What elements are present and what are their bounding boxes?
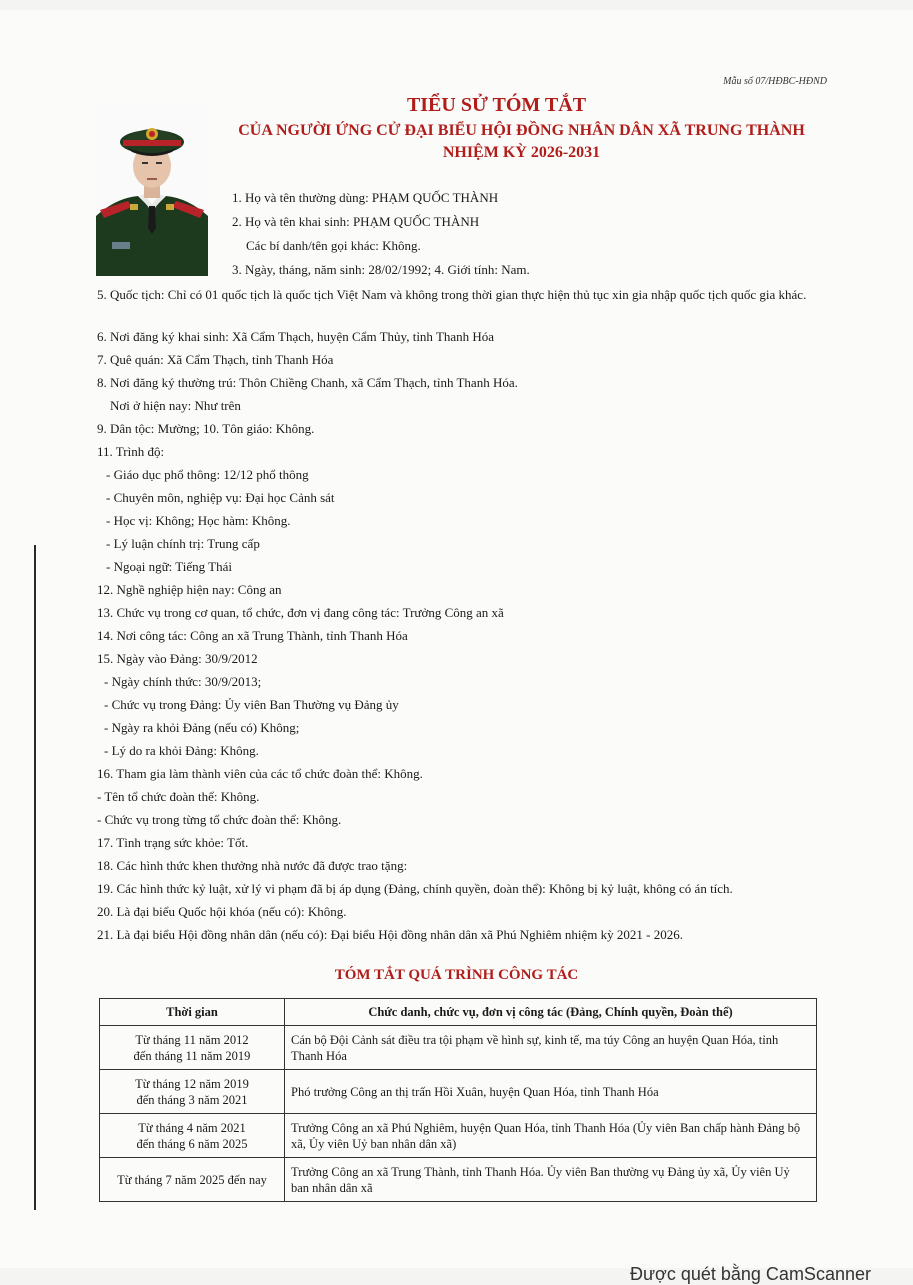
line-party-join: 15. Ngày vào Đảng: 30/9/2012 xyxy=(97,651,258,666)
line-birth-registration: 6. Nơi đăng ký khai sinh: Xã Cẩm Thạch, huyện Cẩm Thủy, tỉnh Thanh Hóa xyxy=(97,329,495,344)
form-number: Mẫu số 07/HĐBC-HĐND xyxy=(723,76,827,87)
work-history-table xyxy=(99,998,817,1202)
line-ethnicity-religion: 9. Dân tộc: Mường; 10. Tôn giáo: Không. xyxy=(97,421,315,436)
line-position: 13. Chức vụ trong cơ quan, tổ chức, đơn vị đang công tác: Trưởng Công an xã xyxy=(97,605,504,620)
row-desc: Phó trưởng Công an thị trấn Hồi Xuân, huyện Quan Hóa, tỉnh Thanh Hóa xyxy=(285,1070,817,1114)
document-term: NHIỆM KỲ 2026-2031 xyxy=(442,144,601,161)
line-aliases: Các bí danh/tên gọi khác: Không. xyxy=(246,238,421,253)
line-degree: - Học vị: Không; Học hàm: Không. xyxy=(106,513,291,528)
row-time: Từ tháng 7 năm 2025 đến nay xyxy=(100,1158,285,1202)
line-peoples-council: 21. Là đại biểu Hội đồng nhân dân (nếu có): Đại biểu Hội đồng nhân dân xã Phú Nghiêm nhiệm kỳ 2021 - 2026. xyxy=(97,927,683,942)
line-party-official: - Ngày chính thức: 30/9/2013; xyxy=(104,674,262,689)
line-organization-name: - Tên tổ chức đoàn thể: Không. xyxy=(97,789,260,804)
line-permanent-residence: 8. Nơi đăng ký thường trú: Thôn Chiềng Chanh, xã Cẩm Thạch, tỉnh Thanh Hóa. xyxy=(97,375,518,390)
line-nationality: 5. Quốc tịch: Chỉ có 01 quốc tịch là quốc tịch Việt Nam và không trong thời gian thực hiện thủ tục xin gia nhập quốc tịch quốc gia khác. xyxy=(97,287,807,302)
line-discipline: 19. Các hình thức kỷ luật, xử lý vi phạm đã bị áp dụng (Đảng, chính quyền, đoàn thể): Không bị kỷ luật, không có án tích. xyxy=(97,881,733,896)
line-organization-position: - Chức vụ trong từng tổ chức đoàn thể: Không. xyxy=(97,812,342,827)
line-party-position: - Chức vụ trong Đảng: Ủy viên Ban Thường vụ Đảng ủy xyxy=(104,697,399,712)
row-desc: Trưởng Công an xã Phú Nghiêm, huyện Quan Hóa, tỉnh Thanh Hóa (Ủy viên Ban chấp hành Đảng bộ xã, Ủy viên Uỷ ban nhân dân xã) xyxy=(285,1114,817,1158)
line-workplace: 14. Nơi công tác: Công an xã Trung Thành, tỉnh Thanh Hóa xyxy=(97,628,408,643)
scanner-watermark: Được quét bằng CamScanner xyxy=(630,1264,871,1284)
document-title: TIỂU SỬ TÓM TẮT xyxy=(406,94,587,116)
line-national-assembly: 20. Là đại biểu Quốc hội khóa (nếu có): Không. xyxy=(97,904,347,919)
table-row xyxy=(100,1158,817,1202)
line-birthdate-gender: 3. Ngày, tháng, năm sinh: 28/02/1992; 4. Giới tính: Nam. xyxy=(232,262,530,277)
row-time: Từ tháng 12 năm 2019 đến tháng 3 năm 2021 xyxy=(100,1070,285,1114)
line-full-name: 1. Họ và tên thường dùng: PHẠM QUỐC THÀNH xyxy=(232,190,499,205)
line-party-leave-date: - Ngày ra khỏi Đảng (nếu có) Không; xyxy=(104,720,300,735)
table-header-row xyxy=(100,999,817,1026)
table-row xyxy=(100,1070,817,1114)
header-time: Thời gian xyxy=(100,999,285,1026)
line-awards: 18. Các hình thức khen thưởng nhà nước đã được trao tặng: xyxy=(97,858,408,873)
line-current-residence: Nơi ở hiện nay: Như trên xyxy=(110,398,241,413)
line-education-heading: 11. Trình độ: xyxy=(97,444,165,459)
line-occupation: 12. Nghề nghiệp hiện nay: Công an xyxy=(97,582,282,597)
row-time: Từ tháng 4 năm 2021 đến tháng 6 năm 2025 xyxy=(100,1114,285,1158)
line-party-leave-reason: - Lý do ra khỏi Đảng: Không. xyxy=(104,743,259,758)
line-hometown: 7. Quê quán: Xã Cẩm Thạch, tỉnh Thanh Hóa xyxy=(97,352,334,367)
line-professional: - Chuyên môn, nghiệp vụ: Đại học Cảnh sát xyxy=(106,490,335,505)
line-political-theory: - Lý luận chính trị: Trung cấp xyxy=(106,536,260,551)
candidate-photo xyxy=(96,106,208,276)
line-general-education: - Giáo dục phổ thông: 12/12 phổ thông xyxy=(106,467,309,482)
row-desc: Trưởng Công an xã Trung Thành, tỉnh Thanh Hóa. Ủy viên Ban thường vụ Đảng ủy xã, Ủy viên Uỷ ban nhân dân xã xyxy=(285,1158,817,1202)
row-desc: Cán bộ Đội Cảnh sát điều tra tội phạm về hình sự, kinh tế, ma túy Công an huyện Quan Hóa, tỉnh Thanh Hóa xyxy=(285,1026,817,1070)
table-row xyxy=(100,1026,817,1070)
line-health: 17. Tình trạng sức khỏe: Tốt. xyxy=(97,835,249,850)
document-subtitle: CỦA NGƯỜI ỨNG CỬ ĐẠI BIỂU HỘI ĐỒNG NHÂN DÂN XÃ TRUNG THÀNH xyxy=(238,122,805,139)
work-history-title: TÓM TẮT QUÁ TRÌNH CÔNG TÁC xyxy=(334,967,579,983)
line-foreign-language: - Ngoại ngữ: Tiếng Thái xyxy=(106,559,232,574)
table-row xyxy=(100,1114,817,1158)
scan-edge-mark xyxy=(34,545,36,1210)
line-organizations: 16. Tham gia làm thành viên của các tổ chức đoàn thể: Không. xyxy=(97,766,423,781)
document-page xyxy=(0,10,913,1268)
row-time: Từ tháng 11 năm 2012 đến tháng 11 năm 2019 xyxy=(100,1026,285,1070)
line-birth-name: 2. Họ và tên khai sinh: PHẠM QUỐC THÀNH xyxy=(232,214,480,229)
header-position: Chức danh, chức vụ, đơn vị công tác (Đảng, Chính quyền, Đoàn thể) xyxy=(285,999,817,1026)
